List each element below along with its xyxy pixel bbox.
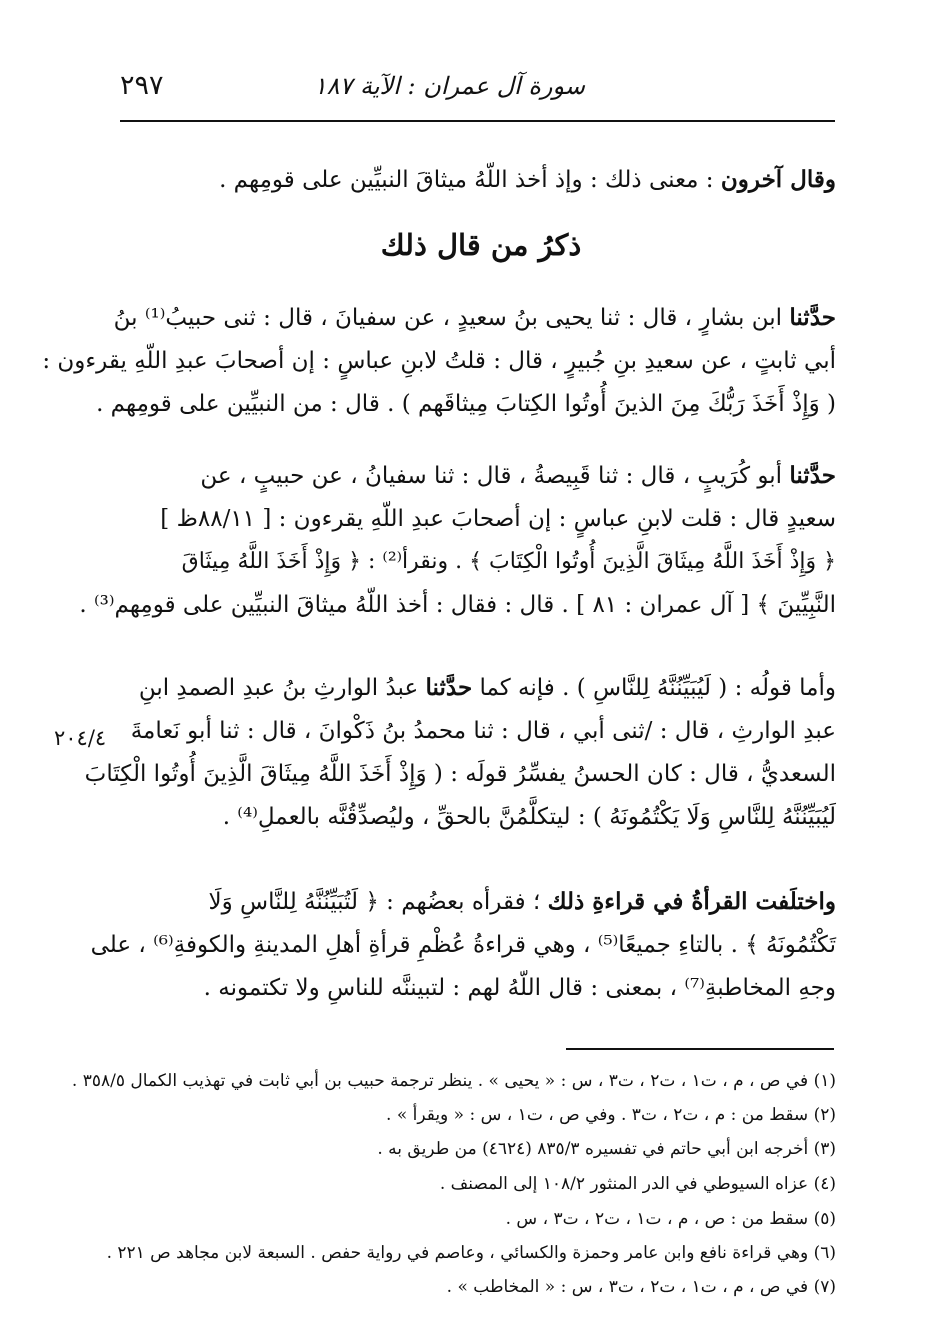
paragraph-line: واختلَفت القرأةُ في قراءةِ ذلك ؛ فقرأه بعضُهم : ﴿ لَتُبَيِّنُنَّهُ لِلنَّاسِ وَلَا (208, 888, 836, 915)
paragraph-line: حدَّثنا ابن بشارٍ ، قال : ثنا يحيى بنُ سعيدٍ ، عن سفيانَ ، قال : ثنى حبيبُ⁽¹⁾ بنُ (113, 304, 836, 331)
bold-lead-word: حدَّثنا (789, 304, 836, 331)
paragraph-line: ﴿ وَإِذْ أَخَذَ اللَّهُ مِيثَاقَ الَّذِينَ أُوتُوا الْكِتَابَ ﴾ . ونقرأ⁽²⁾ : ﴿ وَإِذْ أَخَذَ اللَّهُ مِيثَاقَ (181, 549, 836, 574)
bold-lead-word: وقال آخرون (720, 166, 836, 193)
paragraph-line: حدَّثنا أبو كُرَيبٍ ، قال : ثنا قَبِيصةُ ، قال : ثنا سفيانُ ، عن حبيبٍ ، عن (200, 462, 836, 489)
footnote: (٣) أخرجه ابن أبي حاتم في تفسيره ٨٣٥/٣ (٤٦٢٤) من طريق به . (377, 1139, 836, 1159)
footnote: (١) في ص ، م ، ت١ ، ت٢ ، ت٣ ، س : « يحيى » . ينظر ترجمة حبيب بن أبي ثابت في تهذيب الكمال ٣٥٨/٥ . (71, 1071, 836, 1091)
paragraph-line: لَيُبَيِّنُنَّهُ لِلنَّاسِ وَلَا يَكْتُمُونَهُ ) : ليتكلَّمُنَّ بالحقِّ ، وليُصدِّقُنَّه بالعملِ⁽⁴⁾ . (222, 804, 836, 830)
paragraph-line: ( وَإِذْ أَخَذَ رَبُّكَ مِنَ الذينَ أُوتُوا الكِتابَ مِيثاقَهم ) . قال : من النبيِّين على قومِهم . (96, 391, 836, 417)
header-rule (120, 120, 835, 122)
bold-lead-word: حدَّثنا (789, 462, 836, 489)
paragraph-line: عبدِ الوارثِ ، قال : /ثنى أبي ، قال : ثنا محمدُ بنُ ذَكْوانَ ، قال : ثنا أبو نَعامةَ (130, 718, 836, 744)
paragraph-line: النَّبِيِّينَ ﴾ [ آل عمران : ٨١ ] . قال : فقال : أخذ اللّهُ ميثاقَ النبيِّين على قومِهم⁽³⁾ . (79, 592, 836, 618)
footnote-rule (566, 1048, 834, 1050)
section-heading: ذكرُ من قال ذلك (380, 228, 582, 262)
page-number: ٢٩٧ (120, 70, 164, 101)
paragraph-line: وجهِ المخاطبةِ⁽⁷⁾ ، بمعنى : قال اللّهُ لهم : لتبيننَّه للناسِ ولا تكتمونه . (203, 975, 836, 1001)
footnote: (٦) وهي قراءة نافع وابن عامر وحمزة والكسائي ، وعاصم في رواية حفص . السبعة لابن مجاهد ص ٢٢١ . (106, 1243, 836, 1263)
bold-lead-word: واختلَفت القرأةُ في قراءةِ ذلك (547, 888, 836, 915)
paragraph-line: السعديُّ ، قال : كان الحسنُ يفسِّرُ قولَه : ( وَإِذْ أَخَذَ اللَّهُ مِيثَاقَ الَّذِينَ أُوتُوا الْكِتَابَ (84, 761, 836, 787)
intro-line: وقال آخرون : معنى ذلك : وإذ أخذ اللّهُ ميثاقَ النبيِّين على قومِهم . (219, 166, 836, 193)
running-title: سورة آل عمران : الآية ١٨٧ (313, 72, 585, 100)
page-header (120, 66, 835, 110)
footnote: (٢) سقط من : م ، ت٢ ، ت٣ . وفي ص ، ت١ ، س : « ويقرأ » . (386, 1105, 836, 1125)
paragraph-line: أبي ثابتٍ ، عن سعيدِ بنِ جُبيرٍ ، قال : قلتُ لابنِ عباسٍ : إن أصحابَ عبدِ اللّهِ يقرءون : (42, 348, 836, 374)
volume-page-reference: ٢٠٤/٤ (54, 726, 107, 750)
paragraph-line: تَكْتُمُونَهُ ﴾ . بالتاءِ جميعًا⁽⁵⁾ ، وهي قراءةُ عُظْمِ قرأةِ أهلِ المدينةِ والكوفةِ⁽⁶⁾ ، على (90, 932, 836, 958)
footnote: (٥) سقط من : ص ، م ، ت١ ، ت٢ ، ت٣ ، س . (505, 1209, 836, 1229)
paragraph-line: وأما قولُه : ( لَيُبَيِّنُنَّهُ لِلنَّاسِ ) . فإنه كما حدَّثنا عبدُ الوارثِ بنُ عبدِ الصمدِ ابنِ (138, 674, 836, 701)
bold-lead-word: حدَّثنا (425, 674, 473, 701)
paragraph-line: سعيدٍ قال : قلت لابنِ عباسٍ : إن أصحابَ عبدِ اللّهِ يقرءون : [ ٨٨/١١ظ ] (160, 506, 836, 532)
footnote: (٤) عزاه السيوطي في الدر المنثور ١٠٨/٢ إلى المصنف . (439, 1174, 836, 1194)
footnote: (٧) في ص ، م ، ت١ ، ت٢ ، ت٣ ، س : « المخاطب » . (446, 1277, 836, 1297)
